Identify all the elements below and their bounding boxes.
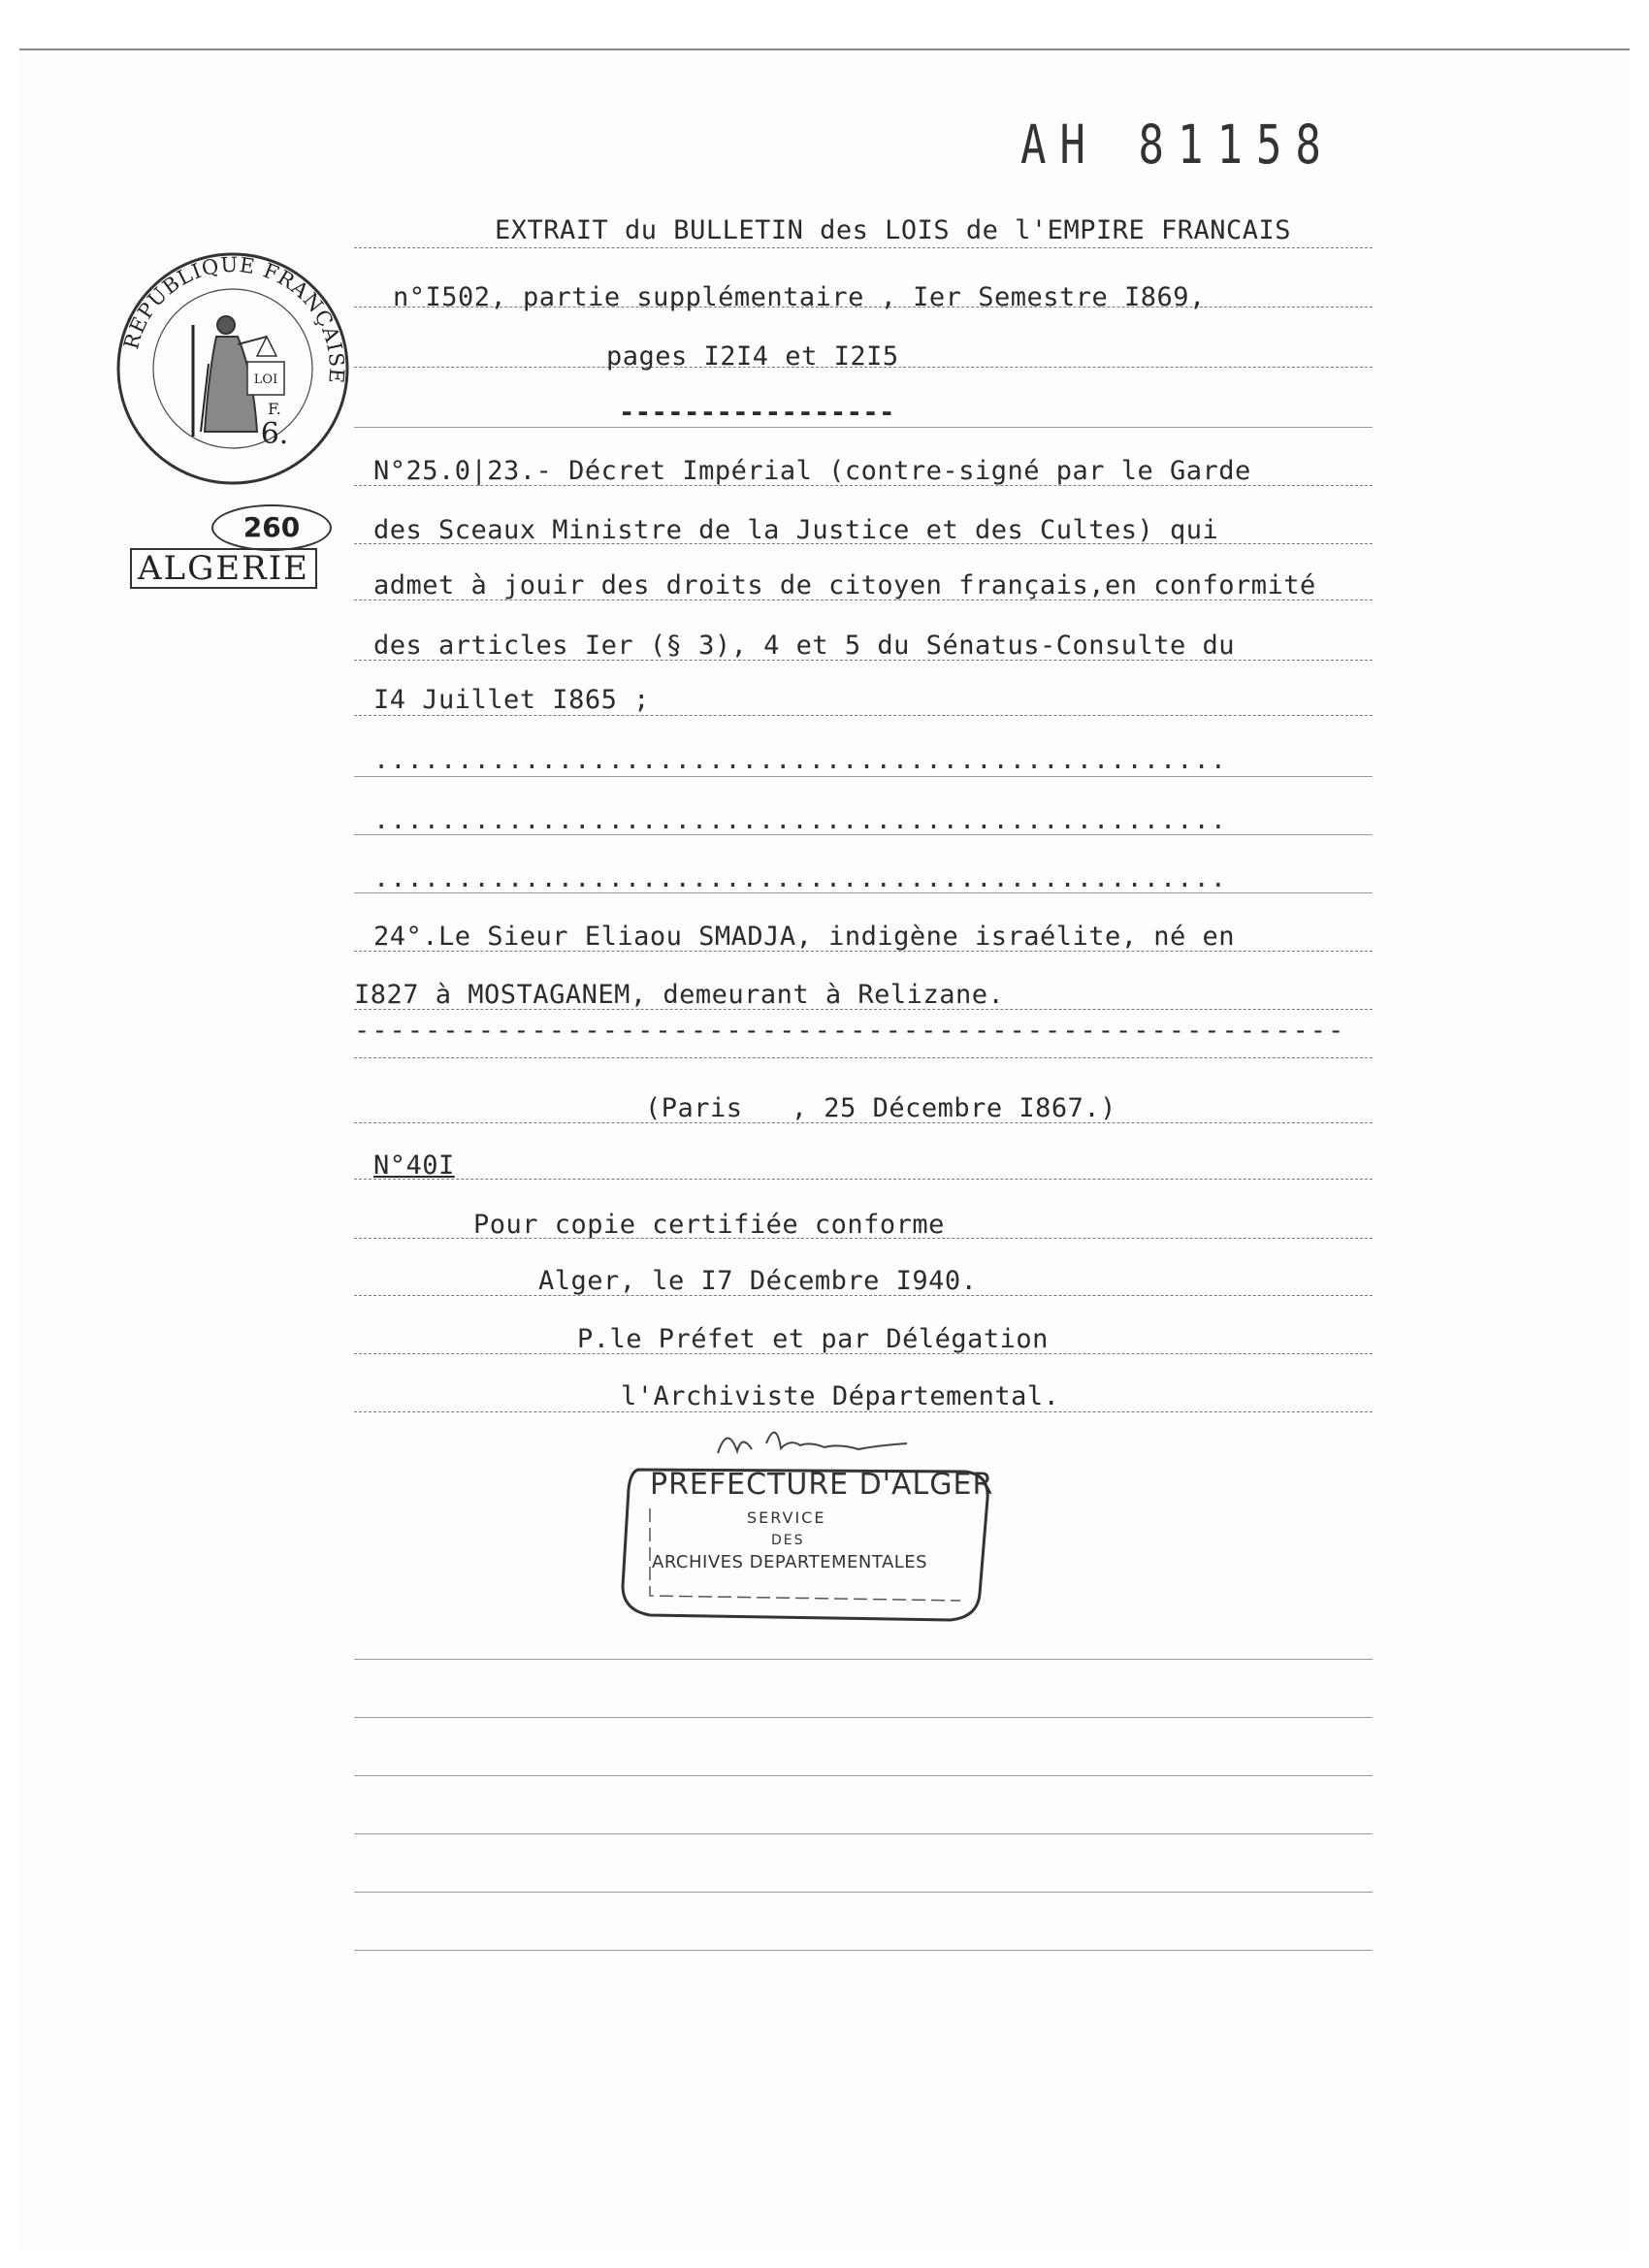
prefecture-stamp-title: PREFECTURE D'ALGER (650, 1468, 994, 1502)
ellipsis-line-1: ................................................... (373, 745, 1228, 775)
blank-rule (354, 1775, 1373, 1776)
ellipsis-line-2: ................................................... (373, 805, 1228, 835)
prefecture-stamp-des: DES (771, 1533, 805, 1548)
certification-line-2: Alger, le I7 Décembre I940. (538, 1266, 978, 1296)
blank-rule (354, 1833, 1373, 1834)
decree-line-5: I4 Juillet I865 ; (373, 685, 650, 715)
certification-line-3: P.le Préfet et par Délégation (577, 1324, 1049, 1354)
decree-date: (Paris , 25 Décembre I867.) (645, 1093, 1116, 1123)
rule (354, 1179, 1373, 1180)
heading-underline: ----------------- (619, 398, 895, 428)
decree-line-2: des Sceaux Ministre de la Justice et des Cultes) qui (373, 515, 1219, 545)
rule (354, 1411, 1373, 1412)
stamp-number: 260 (211, 504, 332, 551)
rule (354, 247, 1373, 248)
rule (354, 715, 1373, 716)
certification-line-1: Pour copie certifiée conforme (473, 1210, 945, 1240)
blank-rule (354, 1659, 1373, 1660)
decree-line-3: admet à jouir des droits de citoyen français,en conformité (373, 570, 1316, 600)
prefecture-stamp-service: SERVICE (747, 1508, 826, 1527)
seal-value-number: 6. (260, 417, 289, 451)
entry-line-2: I827 à MOSTAGANEM, demeurant à Relizane. (354, 980, 1005, 1010)
blank-rule (354, 1717, 1373, 1718)
entry-line-1: 24°.Le Sieur Eliaou SMADJA, indigène israélite, né en (373, 922, 1236, 952)
seal-graphic (112, 247, 354, 490)
prefecture-stamp (611, 1450, 994, 1625)
seal-value-letter: F. (268, 400, 281, 418)
separator-line: -------------------------------------------------------- (354, 1016, 1346, 1046)
region-stamp: ALGERIE (130, 548, 317, 589)
heading-line-2: n°I502, partie supplémentaire , Ier Semestre I869, (393, 282, 1206, 312)
blank-rule (354, 1950, 1373, 1951)
decree-line-4: des articles Ier (§ 3), 4 et 5 du Sénatus-Consulte du (373, 631, 1236, 661)
seal-book-text: LOI (253, 373, 278, 387)
certification-line-4: l'Archiviste Départemental. (621, 1381, 1060, 1411)
rule (354, 776, 1373, 777)
ellipsis-line-3: ................................................... (373, 863, 1228, 893)
heading-line-1: EXTRAIT du BULLETIN des LOIS de l'EMPIRE FRANCAIS (495, 215, 1292, 245)
heading-line-3: pages I2I4 et I2I5 (606, 341, 899, 372)
seal-ring-text: RÉPUBLIQUE FRANÇAISE (119, 252, 349, 385)
prefecture-stamp-archives: ARCHIVES DEPARTEMENTALES (652, 1552, 928, 1572)
rule (354, 427, 1373, 428)
fiscal-seal (112, 247, 354, 490)
blank-rule (354, 1892, 1373, 1893)
serial-number: AH 81158 (1020, 114, 1335, 177)
decree-line-1: N°25.0|23.- Décret Impérial (contre-signé par le Garde (373, 456, 1251, 486)
rule (354, 1057, 1373, 1058)
document-number: N°40I (373, 1150, 455, 1181)
